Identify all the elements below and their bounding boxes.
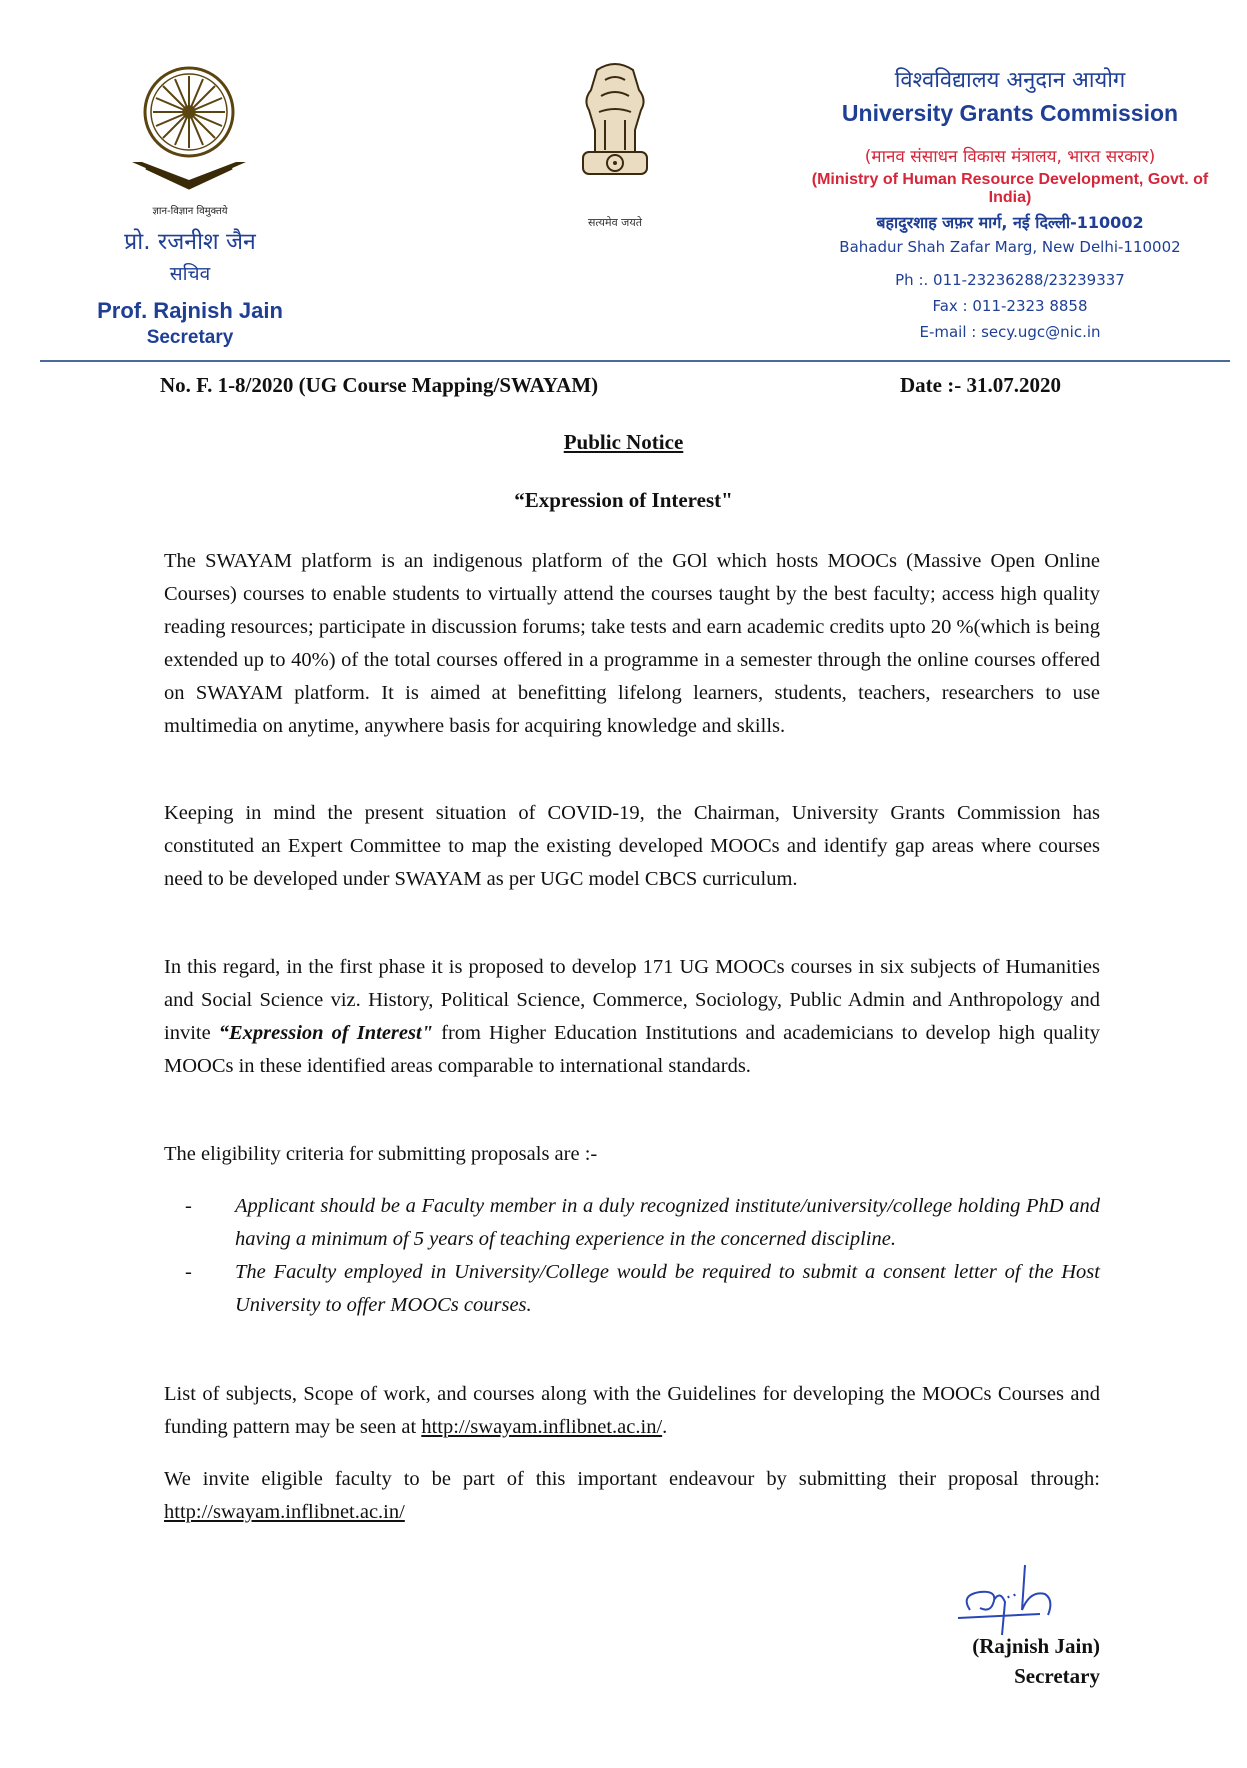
criteria-item <box>185 1256 1100 1322</box>
criteria-text: The Faculty employed in University/College would be required to submit a consent letter of the Host University to offer MOOCs courses. <box>235 1261 1100 1316</box>
p5-text-after: . <box>662 1416 668 1438</box>
bullet-marker: - <box>185 1195 192 1217</box>
p3-text-after: from Higher Education Institutions and academicians to develop high quality MOOCs in these identified areas comparable to international standards. <box>164 1022 1101 1077</box>
reference-number: No. F. 1-8/2020 (UG Course Mapping/SWAYAM) <box>160 373 599 397</box>
notice-heading-text: Public Notice <box>563 430 684 454</box>
secretary-name-hindi: प्रो. रजनीश जैन <box>124 229 256 255</box>
fax: Fax : 011-2323 8858 <box>932 297 1088 315</box>
p6-text-before: We invite eligible faculty to be part of this important endeavour by submitting their proposal through: <box>164 1468 1100 1490</box>
p3-emphasis: “Expression of Interest" <box>218 1022 434 1044</box>
paragraph-swayam-intro: The SWAYAM platform is an indigenous platform of the GOl which hosts MOOCs (Massive Open Online Courses) courses to enable students to virtually attend the courses taught by the best faculty; access high quality reading resources; participate in discussion forums; take tests and earn academic credits upto 20 %(which is being extended up to 40%) of the total courses offered in a programme in a semester through the online courses offered on SWAYAM platform. It is aimed at benefitting lifelong learners, students, teachers, researchers to use multimedia on anytime, anywhere basis for acquiring knowledge and skills. <box>164 550 1100 737</box>
signatory-title: Secretary <box>1014 1664 1100 1688</box>
national-emblem-icon <box>575 60 655 180</box>
criteria-text: Applicant should be a Faculty member in a duly recognized institute/university/college holding PhD and having a minimum of 5 years of teaching experience in the concerned discipline. <box>235 1195 1100 1250</box>
notice-subheading: “Expression of Interest" <box>514 488 733 512</box>
phone: Ph :. 011-23236288/23239337 <box>895 271 1125 289</box>
signatory-name: (Rajnish Jain) <box>972 1634 1100 1658</box>
ministry-english: (Ministry of Human Resource Development, Govt. of India) <box>811 171 1209 206</box>
paragraph-invite <box>164 1463 1100 1529</box>
eligibility-criteria-list <box>185 1190 1100 1322</box>
address-hindi: बहादुरशाह जफ़र मार्ग, नई दिल्ली-110002 <box>876 213 1144 232</box>
swayam-submission-link[interactable]: http://swayam.inflibnet.ac.in/ <box>164 1501 405 1523</box>
paragraph-guidelines <box>164 1378 1100 1444</box>
ministry-hindi: (मानव संसाधन विकास मंत्रालय, भारत सरकार) <box>864 147 1156 167</box>
emblem-motto: सत्यमेव जयते <box>587 216 642 229</box>
secretary-name-english: Prof. Rajnish Jain <box>97 298 283 323</box>
org-name-hindi: विश्वविद्यालय अनुदान आयोग <box>894 68 1126 93</box>
ugc-motto: ज्ञान-विज्ञान विमुक्तये <box>152 206 228 217</box>
ugc-logo <box>130 62 248 192</box>
swayam-link[interactable]: http://swayam.inflibnet.ac.in/ <box>421 1416 663 1438</box>
letter-date: Date :- 31.07.2020 <box>900 373 1061 397</box>
notice-heading <box>0 430 1247 455</box>
p3-text-before: In this regard, in the first phase it is proposed to develop 171 UG MOOCs courses in six subjects of Humanities and Social Science viz. History, Political Science, Commerce, Sociology, Public Admin and Anthropology and invite <box>164 956 1100 1044</box>
secretary-title-english: Secretary <box>146 327 234 348</box>
criteria-item <box>185 1190 1100 1256</box>
secretary-title-hindi: सचिव <box>169 263 211 285</box>
p5-text-before: List of subjects, Scope of work, and courses along with the Guidelines for developing the MOOCs Courses and funding pattern may be seen at <box>164 1383 1100 1438</box>
signature-icon <box>950 1560 1090 1640</box>
email: E-mail : secy.ugc@nic.in <box>919 323 1101 341</box>
header-divider <box>40 360 1230 362</box>
bullet-marker: - <box>185 1261 192 1283</box>
org-name-english: University Grants Commission <box>841 100 1179 126</box>
address-english: Bahadur Shah Zafar Marg, New Delhi-110002 <box>839 238 1181 256</box>
paragraph-first-phase <box>164 951 1100 1083</box>
paragraph-eligibility-intro: The eligibility criteria for submitting proposals are :- <box>164 1143 598 1165</box>
paragraph-covid: Keeping in mind the present situation of COVID-19, the Chairman, University Grants Commission has constituted an Expert Committee to map the existing developed MOOCs and identify gap areas where courses need to be developed under SWAYAM as per UGC model CBCS curriculum. <box>164 802 1100 890</box>
